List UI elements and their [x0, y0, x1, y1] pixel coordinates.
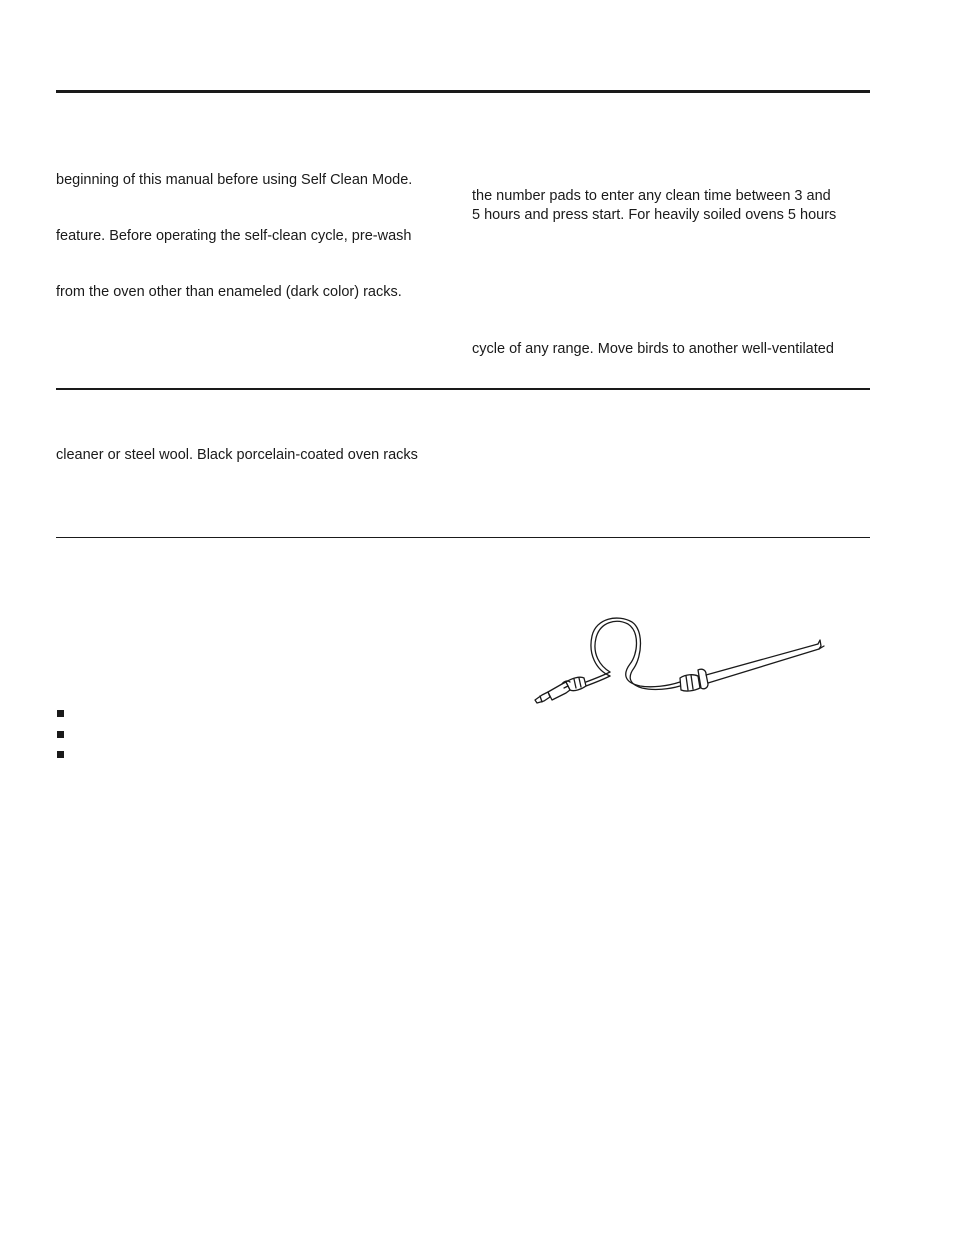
- temperature-probe-illustration: [528, 612, 828, 712]
- racks-left-line-1: cleaner or steel wool. Black porcelain-coated oven racks: [56, 447, 418, 463]
- section-rule-racks: [56, 388, 870, 390]
- self-clean-right-line-3: cycle of any range. Move birds to another well-ventilated: [472, 341, 834, 357]
- self-clean-left-line-1: beginning of this manual before using Self Clean Mode.: [56, 172, 413, 188]
- section-rule-probe: [56, 537, 870, 538]
- self-clean-left-line-3: from the oven other than enameled (dark color) racks.: [56, 284, 402, 300]
- bullet-marker-3: [57, 751, 64, 758]
- self-clean-right-line-1: the number pads to enter any clean time between 3 and: [472, 188, 831, 204]
- section-rule-top: [56, 90, 870, 93]
- self-clean-right-line-2: 5 hours and press start. For heavily soiled ovens 5 hours: [472, 207, 837, 223]
- bullet-marker-1: [57, 710, 64, 717]
- self-clean-left-line-2: feature. Before operating the self-clean cycle, pre-wash: [56, 228, 412, 244]
- bullet-marker-2: [57, 731, 64, 738]
